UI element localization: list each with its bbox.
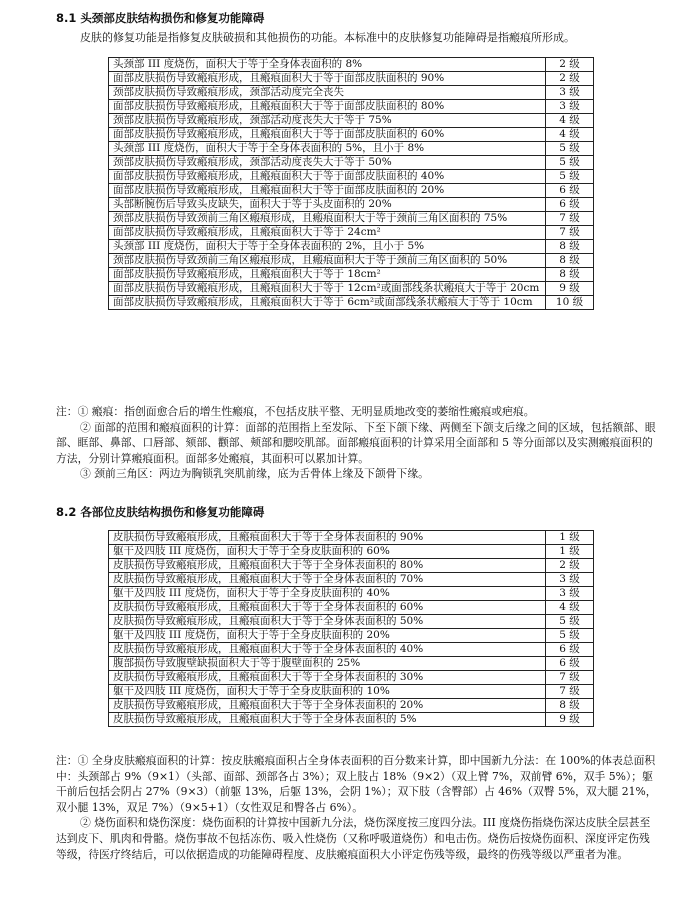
note-item: ② 烧伤面积和烧伤深度：烧伤面积的计算按中国新九分法，烧伤深度按三度四分法。III 度烧伤指烧伤深达皮肤全层甚至达到皮下、肌肉和骨骼。烧伤事故不包括冻伤、吸入性烧伤（又称呼吸道烧伤）和电击伤。烧伤后按烧伤面积、深度评定伤残等级，待医疗终结后，可以依据造成的功能障碍程度、皮肤瘢痕面积大小评定伤残等级，最终的伤残等级以严重者为准。 bbox=[56, 816, 651, 861]
table-row bbox=[109, 114, 594, 128]
table-row bbox=[109, 212, 594, 226]
row-description: 面部皮肤损伤导致瘢痕形成，且瘢痕面积大于等于 18cm² bbox=[109, 268, 546, 282]
table-row bbox=[109, 699, 594, 713]
section-8-1-heading: 8.1 头颈部皮肤结构损伤和修复功能障碍 bbox=[56, 11, 265, 25]
table-row bbox=[109, 559, 594, 573]
row-grade: 7 级 bbox=[546, 671, 594, 685]
table-row bbox=[109, 713, 594, 727]
row-grade: 5 级 bbox=[546, 142, 594, 156]
table-row bbox=[109, 226, 594, 240]
row-description: 躯干及四肢 III 度烧伤，面积大于等于全身皮肤面积的 60% bbox=[109, 545, 546, 559]
row-description: 皮肤损伤导致瘢痕形成，且瘢痕面积大于等于全身体表面积的 40% bbox=[109, 643, 546, 657]
row-description: 头颈部 III 度烧伤，面积大于等于全身体表面积的 2%，且小于 5% bbox=[109, 240, 546, 254]
row-grade: 7 级 bbox=[546, 212, 594, 226]
row-description: 颈部皮肤损伤导致瘢痕形成，颈部活动度完全丧失 bbox=[109, 86, 546, 100]
table-row bbox=[109, 58, 594, 72]
row-description: 颈部皮肤损伤导致颈前三角区瘢痕形成，且瘢痕面积大于等于颈前三角区面积的 75% bbox=[109, 212, 546, 226]
row-description: 皮肤损伤导致瘢痕形成，且瘢痕面积大于等于全身体表面积的 5% bbox=[109, 713, 546, 727]
row-description: 皮肤损伤导致瘢痕形成，且瘢痕面积大于等于全身体表面积的 60% bbox=[109, 601, 546, 615]
row-grade: 3 级 bbox=[546, 86, 594, 100]
table-row bbox=[109, 86, 594, 100]
table-row bbox=[109, 198, 594, 212]
row-grade: 6 级 bbox=[546, 184, 594, 198]
table-row bbox=[109, 615, 594, 629]
table-row bbox=[109, 601, 594, 615]
table-row bbox=[109, 587, 594, 601]
section-8-2-heading: 8.2 各部位皮肤结构损伤和修复功能障碍 bbox=[56, 505, 265, 519]
row-grade: 8 级 bbox=[546, 268, 594, 282]
table-row bbox=[109, 296, 594, 310]
row-grade: 5 级 bbox=[546, 156, 594, 170]
row-description: 颈部皮肤损伤导致瘢痕形成，颈部活动度丧失大于等于 50% bbox=[109, 156, 546, 170]
table-row bbox=[109, 142, 594, 156]
row-description: 面部皮肤损伤导致瘢痕形成，且瘢痕面积大于等于面部皮肤面积的 90% bbox=[109, 72, 546, 86]
row-description: 面部皮肤损伤导致瘢痕形成，且瘢痕面积大于等于面部皮肤面积的 40% bbox=[109, 170, 546, 184]
row-grade: 7 级 bbox=[546, 685, 594, 699]
row-grade: 10 级 bbox=[546, 296, 594, 310]
row-description: 皮肤损伤导致瘢痕形成，且瘢痕面积大于等于全身体表面积的 90% bbox=[109, 531, 546, 545]
table-row bbox=[109, 671, 594, 685]
table-row bbox=[109, 531, 594, 545]
table-row bbox=[109, 545, 594, 559]
row-grade: 3 级 bbox=[546, 587, 594, 601]
notes-8-1 bbox=[56, 404, 660, 482]
row-grade: 6 级 bbox=[546, 643, 594, 657]
note-item: ② 面部的范围和瘢痕面积的计算：面部的范围指上至发际、下至下颌下缘、两侧至下颌支后缘之间的区域，包括额部、眼部、眶部、鼻部、口唇部、颏部、颧部、颊部和腮咬肌部。面部瘢痕面积的计算采用全面部和 5 等分面部以及实测瘢痕面积的方法，分别计算瘢痕面积。面部多处瘢痕，其面积可以累加计算。 bbox=[56, 420, 656, 465]
row-description: 皮肤损伤导致瘢痕形成，且瘢痕面积大于等于全身体表面积的 80% bbox=[109, 559, 546, 573]
notes-8-2 bbox=[56, 753, 660, 862]
row-grade: 1 级 bbox=[546, 531, 594, 545]
row-grade: 2 级 bbox=[546, 58, 594, 72]
row-description: 躯干及四肢 III 度烧伤，面积大于等于全身皮肤面积的 10% bbox=[109, 685, 546, 699]
row-description: 面部皮肤损伤导致瘢痕形成，且瘢痕面积大于等于 6cm²或面部线条状瘢痕大于等于 10cm bbox=[109, 296, 546, 310]
row-grade: 4 级 bbox=[546, 601, 594, 615]
table-row bbox=[109, 254, 594, 268]
row-grade: 3 级 bbox=[546, 573, 594, 587]
row-grade: 9 级 bbox=[546, 713, 594, 727]
table-row bbox=[109, 282, 594, 296]
row-description: 头颈部 III 度烧伤，面积大于等于全身体表面积的 8% bbox=[109, 58, 546, 72]
row-grade: 2 级 bbox=[546, 72, 594, 86]
table-row bbox=[109, 629, 594, 643]
row-grade: 7 级 bbox=[546, 226, 594, 240]
row-description: 皮肤损伤导致瘢痕形成，且瘢痕面积大于等于全身体表面积的 70% bbox=[109, 573, 546, 587]
row-description: 面部皮肤损伤导致瘢痕形成，且瘢痕面积大于等于面部皮肤面积的 60% bbox=[109, 128, 546, 142]
row-description: 面部皮肤损伤导致瘢痕形成，且瘢痕面积大于等于 12cm²或面部线条状瘢痕大于等于 20cm bbox=[109, 282, 546, 296]
table-row bbox=[109, 128, 594, 142]
row-grade: 4 级 bbox=[546, 114, 594, 128]
row-grade: 2 级 bbox=[546, 559, 594, 573]
row-grade: 8 级 bbox=[546, 254, 594, 268]
table-row bbox=[109, 240, 594, 254]
row-description: 面部皮肤损伤导致瘢痕形成，且瘢痕面积大于等于 24cm² bbox=[109, 226, 546, 240]
table-row bbox=[109, 156, 594, 170]
row-grade: 5 级 bbox=[546, 629, 594, 643]
table-row bbox=[109, 657, 594, 671]
table-row bbox=[109, 72, 594, 86]
table-row bbox=[109, 100, 594, 114]
row-grade: 4 级 bbox=[546, 128, 594, 142]
table-row bbox=[109, 170, 594, 184]
row-grade: 1 级 bbox=[546, 545, 594, 559]
note-item: 注：① 瘢痕：指创面愈合后的增生性瘢痕，不包括皮肤平整、无明显质地改变的萎缩性瘢痕或疤痕。 bbox=[56, 405, 535, 418]
row-description: 颈部皮肤损伤导致瘢痕形成，颈部活动度丧失大于等于 75% bbox=[109, 114, 546, 128]
row-description: 面部皮肤损伤导致瘢痕形成，且瘢痕面积大于等于面部皮肤面积的 20% bbox=[109, 184, 546, 198]
table-row bbox=[109, 573, 594, 587]
row-description: 颈部皮肤损伤导致颈前三角区瘢痕形成，且瘢痕面积大于等于颈前三角区面积的 50% bbox=[109, 254, 546, 268]
row-description: 头颈部 III 度烧伤，面积大于等于全身体表面积的 5%，且小于 8% bbox=[109, 142, 546, 156]
row-description: 皮肤损伤导致瘢痕形成，且瘢痕面积大于等于全身体表面积的 50% bbox=[109, 615, 546, 629]
table-row bbox=[109, 685, 594, 699]
row-description: 皮肤损伤导致瘢痕形成，且瘢痕面积大于等于全身体表面积的 20% bbox=[109, 699, 546, 713]
row-grade: 6 级 bbox=[546, 198, 594, 212]
row-grade: 5 级 bbox=[546, 615, 594, 629]
row-description: 皮肤损伤导致瘢痕形成，且瘢痕面积大于等于全身体表面积的 30% bbox=[109, 671, 546, 685]
row-grade: 3 级 bbox=[546, 100, 594, 114]
row-grade: 8 级 bbox=[546, 699, 594, 713]
table-row bbox=[109, 643, 594, 657]
note-item: 注：① 全身皮肤瘢痕面积的计算：按皮肤瘢痕面积占全身体表面积的百分数来计算，即中国新九分法：在 100%的体表总面积中：头颈部占 9%（9×1）（头部、面部、颈部各占 3%）；双上肢占 18%（9×2）（双上臂 7%，双前臂 6%，双手 5%）；躯干前后包括会阴占 27%（9×3）（前躯 13%，后躯 13%，会阴 1%）；双下肢（含臀部）占 46%（双臀 5%，双大腿 21%，双小腿 13%，双足 7%）（9×5+1）（女性双足和臀各占 6%）。 bbox=[56, 754, 657, 814]
row-description: 腹部损伤导致腹壁缺损面积大于等于腹壁面积的 25% bbox=[109, 657, 546, 671]
note-item: ③ 颈前三角区：两边为胸锁乳突肌前缘，底为舌骨体上缘及下颌骨下缘。 bbox=[80, 467, 429, 481]
row-grade: 9 级 bbox=[546, 282, 594, 296]
table-row bbox=[109, 184, 594, 198]
table-row bbox=[109, 268, 594, 282]
row-description: 躯干及四肢 III 度烧伤，面积大于等于全身皮肤面积的 40% bbox=[109, 587, 546, 601]
row-grade: 5 级 bbox=[546, 170, 594, 184]
row-description: 面部皮肤损伤导致瘢痕形成，且瘢痕面积大于等于面部皮肤面积的 80% bbox=[109, 100, 546, 114]
row-grade: 6 级 bbox=[546, 657, 594, 671]
section-8-1-intro: 皮肤的修复功能是指修复皮肤破损和其他损伤的功能。本标准中的皮肤修复功能障碍是指瘢痕所形成。 bbox=[80, 31, 575, 44]
row-description: 躯干及四肢 III 度烧伤，面积大于等于全身皮肤面积的 20% bbox=[109, 629, 546, 643]
table-8-2 bbox=[108, 530, 594, 727]
row-description: 头部断腕伤后导致头皮缺失，面积大于等于头皮面积的 20% bbox=[109, 198, 546, 212]
table-8-1 bbox=[108, 57, 594, 310]
row-grade: 8 级 bbox=[546, 240, 594, 254]
